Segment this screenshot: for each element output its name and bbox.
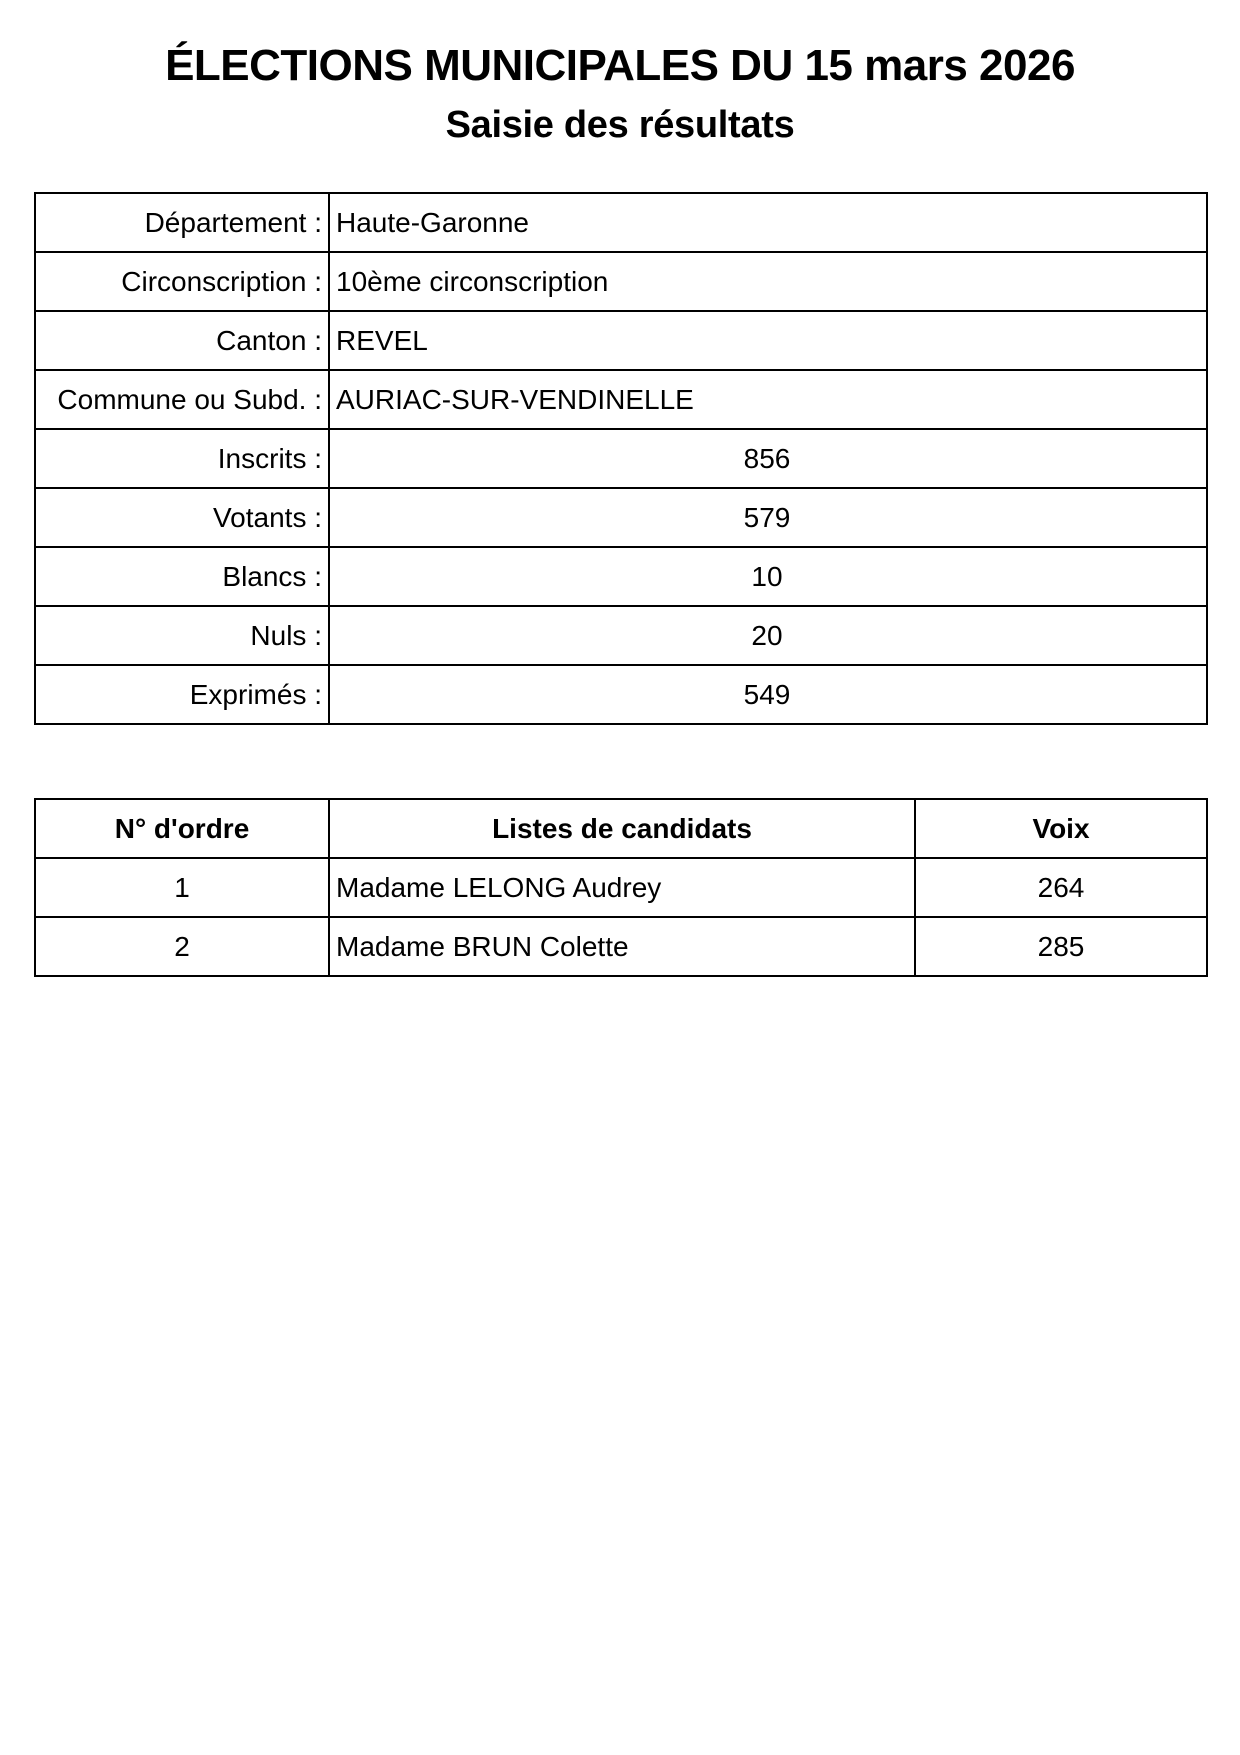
info-row-exprimes — [35, 665, 1207, 724]
blancs-value: 10 — [329, 547, 1207, 606]
candidate-votes: 264 — [915, 858, 1207, 917]
departement-value: Haute-Garonne — [329, 193, 1207, 252]
info-row-nuls — [35, 606, 1207, 665]
candidate-votes: 285 — [915, 917, 1207, 976]
info-row-commune — [35, 370, 1207, 429]
results-header-row — [35, 799, 1207, 858]
candidates-results-table — [34, 798, 1208, 977]
election-info-table — [34, 192, 1208, 725]
info-row-circonscription — [35, 252, 1207, 311]
candidate-order-number: 1 — [35, 858, 329, 917]
inscrits-label: Inscrits : — [35, 429, 329, 488]
info-row-canton — [35, 311, 1207, 370]
commune-label: Commune ou Subd. : — [35, 370, 329, 429]
table-row — [35, 917, 1207, 976]
info-row-inscrits — [35, 429, 1207, 488]
votants-value: 579 — [329, 488, 1207, 547]
column-header-candidate-list: Listes de candidats — [329, 799, 915, 858]
exprimes-value: 549 — [329, 665, 1207, 724]
candidate-name: Madame LELONG Audrey — [329, 858, 915, 917]
departement-label: Département : — [35, 193, 329, 252]
blancs-label: Blancs : — [35, 547, 329, 606]
exprimes-label: Exprimés : — [35, 665, 329, 724]
inscrits-value: 856 — [329, 429, 1207, 488]
info-row-blancs — [35, 547, 1207, 606]
canton-label: Canton : — [35, 311, 329, 370]
votants-label: Votants : — [35, 488, 329, 547]
page-subtitle: Saisie des résultats — [445, 104, 795, 146]
candidate-name: Madame BRUN Colette — [329, 917, 915, 976]
candidate-order-number: 2 — [35, 917, 329, 976]
column-header-order-number: N° d'ordre — [35, 799, 329, 858]
circonscription-label: Circonscription : — [35, 252, 329, 311]
info-row-votants — [35, 488, 1207, 547]
table-row — [35, 858, 1207, 917]
canton-value: REVEL — [329, 311, 1207, 370]
column-header-votes: Voix — [915, 799, 1207, 858]
commune-value: AURIAC-SUR-VENDINELLE — [329, 370, 1207, 429]
nuls-label: Nuls : — [35, 606, 329, 665]
circonscription-value: 10ème circonscription — [329, 252, 1207, 311]
page-title: ÉLECTIONS MUNICIPALES DU 15 mars 2026 — [165, 41, 1075, 90]
nuls-value: 20 — [329, 606, 1207, 665]
info-row-departement — [35, 193, 1207, 252]
